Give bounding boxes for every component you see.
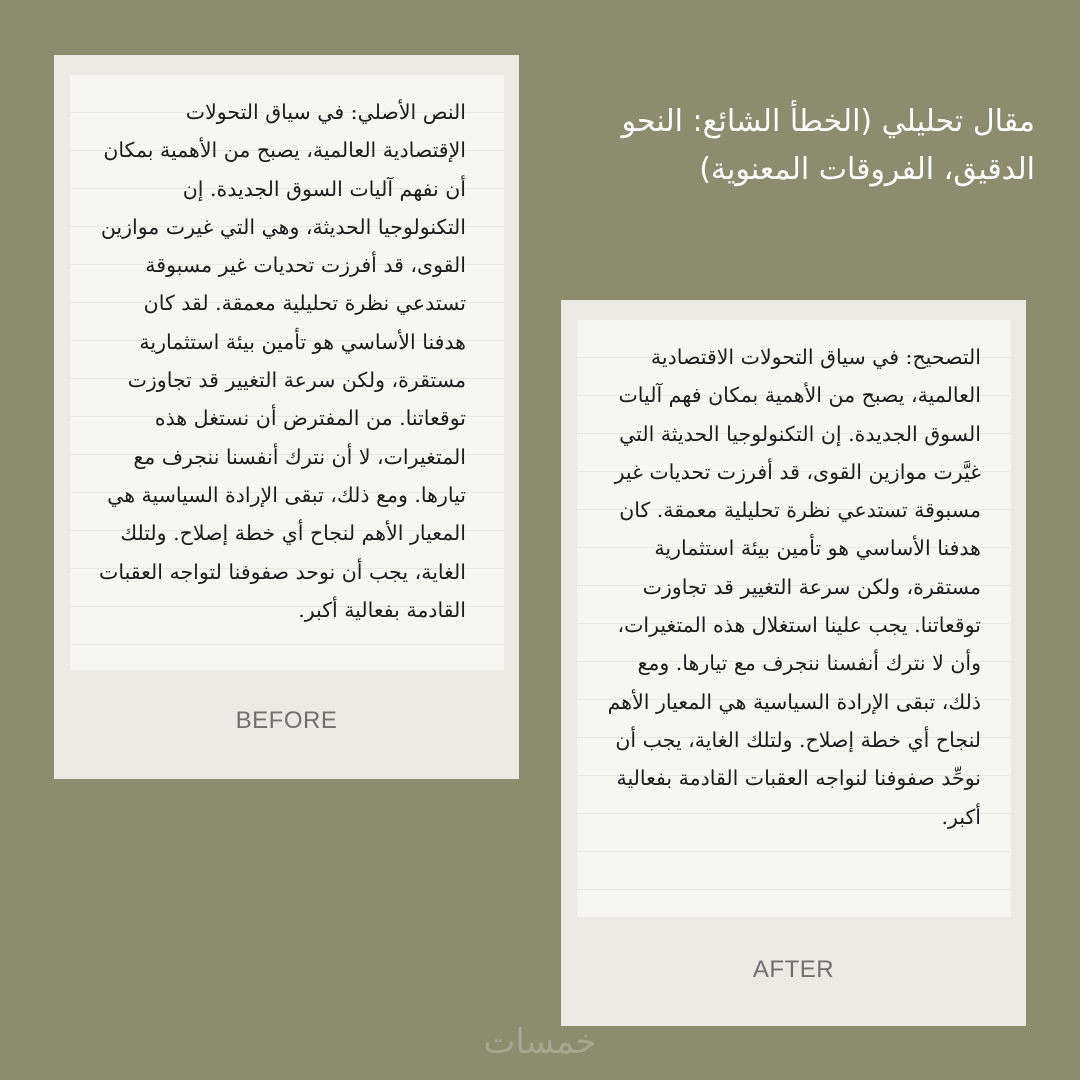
watermark-logo: خمسات <box>483 1022 597 1062</box>
before-card <box>54 55 519 779</box>
before-text: النص الأصلي: في سياق التحولات الإقتصادية العالمية، يصبح من الأهمية بمكان أن نفهم آليات السوق الجديدة. إن التكنولوجيا الحديثة، وهي التي غيرت موازين القوى، قد أفرزت تحديات غير مسبوقة تستدعي نظرة تحليلية معمقة. لقد كان هدفنا الأساسي هو تأمين بيئة استثمارية مستقرة، ولكن سرعة التغيير قد تجاوزت توقعاتنا. من المفترض أن نستغل هذه المتغيرات، لا أن نترك أنفسنا ننجرف مع تيارها. ومع ذلك، تبقى الإرادة السياسية هي المعيار الأهم لنجاح أي خطة إصلاح. ولتلك الغاية، يجب أن نوحد صفوفنا لتواجه العقبات القادمة بفعالية أكبر. <box>70 75 504 670</box>
before-label: BEFORE <box>235 707 338 734</box>
after-label: AFTER <box>752 956 835 983</box>
page-title: مقال تحليلي (الخطأ الشائع: النحو الدقيق، الفروقات المعنوية) <box>621 104 1035 187</box>
after-card <box>561 300 1026 1026</box>
after-text: التصحيح: في سياق التحولات الاقتصادية العالمية، يصبح من الأهمية بمكان فهم آليات السوق الجديدة. إن التكنولوجيا الحديثة التي غيَّرت موازين القوى، قد أفرزت تحديات غير مسبوقة تستدعي نظرة تحليلية معمقة. كان هدفنا الأساسي هو تأمين بيئة استثمارية مستقرة، ولكن سرعة التغيير قد تجاوزت توقعاتنا. يجب علينا استغلال هذه المتغيرات، وأن لا نترك أنفسنا ننجرف مع تيارها. ومع ذلك، تبقى الإرادة السياسية هي المعيار الأهم لنجاح أي خطة إصلاح. ولتلك الغاية، يجب أن نوحِّد صفوفنا لنواجه العقبات القادمة بفعالية أكبر. <box>577 320 1011 917</box>
